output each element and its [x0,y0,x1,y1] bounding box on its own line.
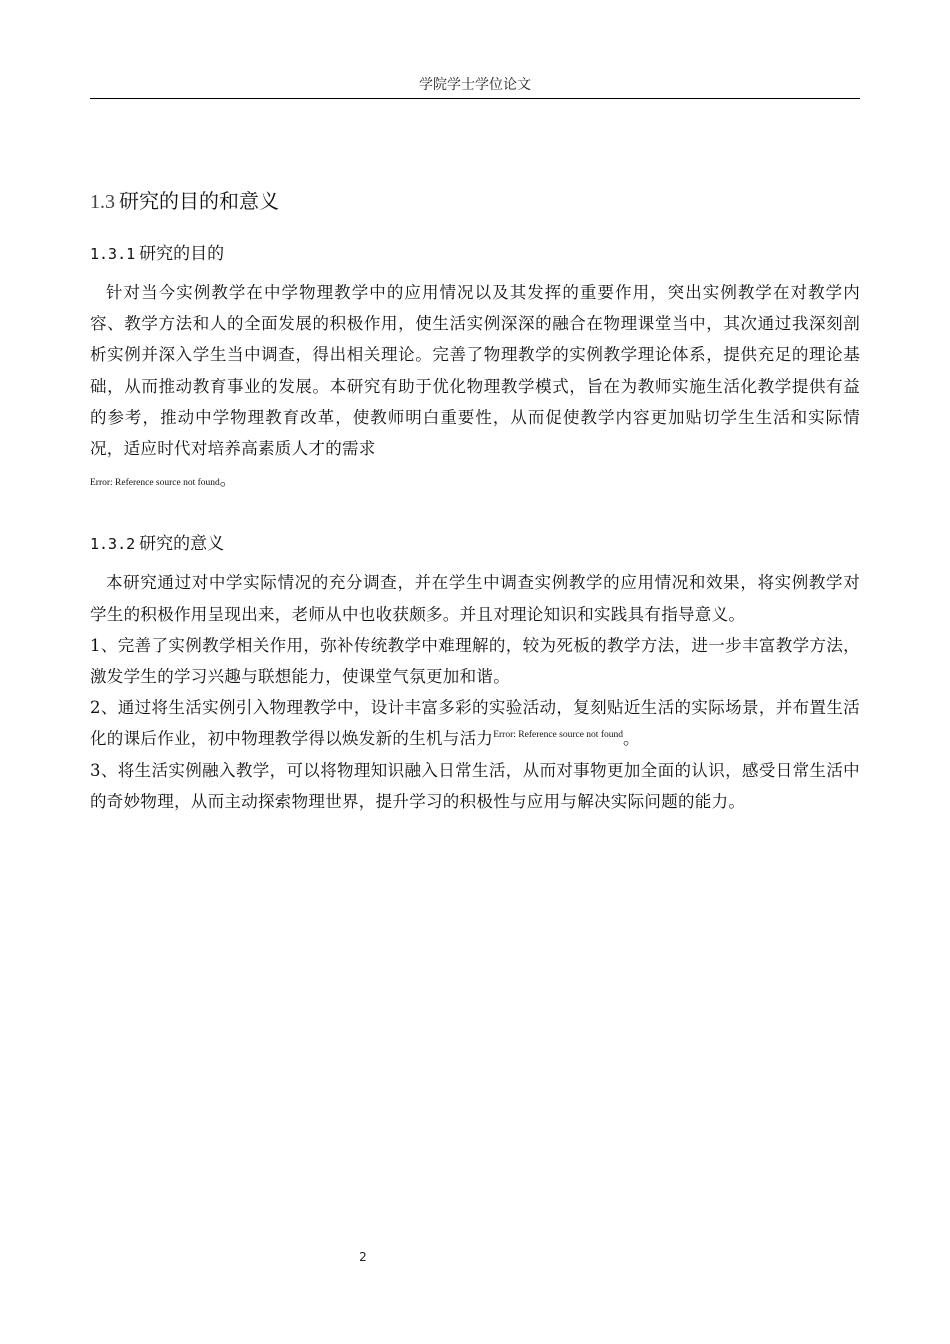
running-header: 学院学士学位论文 [419,77,531,93]
subsection-title: 研究的目的 [139,244,225,264]
subsection-number: 1.3.1 [90,245,136,263]
sentence-end: 。 [622,729,640,749]
purpose-paragraph [90,277,860,495]
reference-error-2: Error: Reference source not found [493,730,623,741]
subsection-heading-significance [90,529,860,559]
reference-error-1: Error: Reference source not found [90,478,220,489]
list-item-3: 3、将生活实例融入教学，可以将物理知识融入日常生活，从而对事物更加全面的认识，感受日常生活中的奇妙物理，从而主动探索物理世界，提升学习的积极性与应用与解决实际问题的能力。 [90,760,860,811]
sentence-end: 。 [219,470,237,490]
subsection-number: 1.3.2 [90,535,136,554]
list-item-1: 1、完善了实例教学相关作用，弥补传统教学中难理解的，较为死板的教学方法，进一步丰富教学方法，激发学生的学习兴趣与联想能力，使课堂气氛更加和谐。 [90,635,860,687]
subsection-title: 研究的意义 [139,534,225,555]
list-item-2-text: 2、通过将生活实例引入物理教学中，设计丰富多彩的实验活动，复刻贴近生活的实际场景，并布置生活化的课后作业，初中物理教学得以焕发新的生机与活力 [90,698,860,749]
section-heading [90,184,860,219]
section-title: 研究的目的和意义 [119,189,279,213]
subsection-heading-purpose [90,239,860,269]
significance-intro: 本研究通过对中学实际情况的充分调查，并在学生中调查实例教学的应用情况和效果，将实例教学对学生的积极作用呈现出来，老师从中也收获颇多。并且对理论知识和实践具有指导意义。 [90,573,860,624]
purpose-text: 针对当今实例教学在中学物理教学中的应用情况以及其发挥的重要作用，突出实例教学在对教学内容、教学方法和人的全面发展的积极作用，使生活实例深深的融合在物理课堂当中，其次通过我深刻剖析实例并深入学生当中调查，得出相关理论。完善了物理教学的实例教学理论体系，提供充足的理论基础，从而推动教育事业的发展。本研究有助于优化物理教学模式，旨在为教师实施生活化教学提供有益的参考，推动中学物理教育改革，使教师明白重要性，从而促使教学内容更加贴切学生生活和实际情况，适应时代对培养高素质人才的需求 [90,283,860,459]
page-body [90,184,860,817]
header-rule [90,98,860,99]
section-number: 1.3 [90,191,115,213]
list-item-2 [90,692,860,754]
page-number: 2 [359,1250,367,1264]
